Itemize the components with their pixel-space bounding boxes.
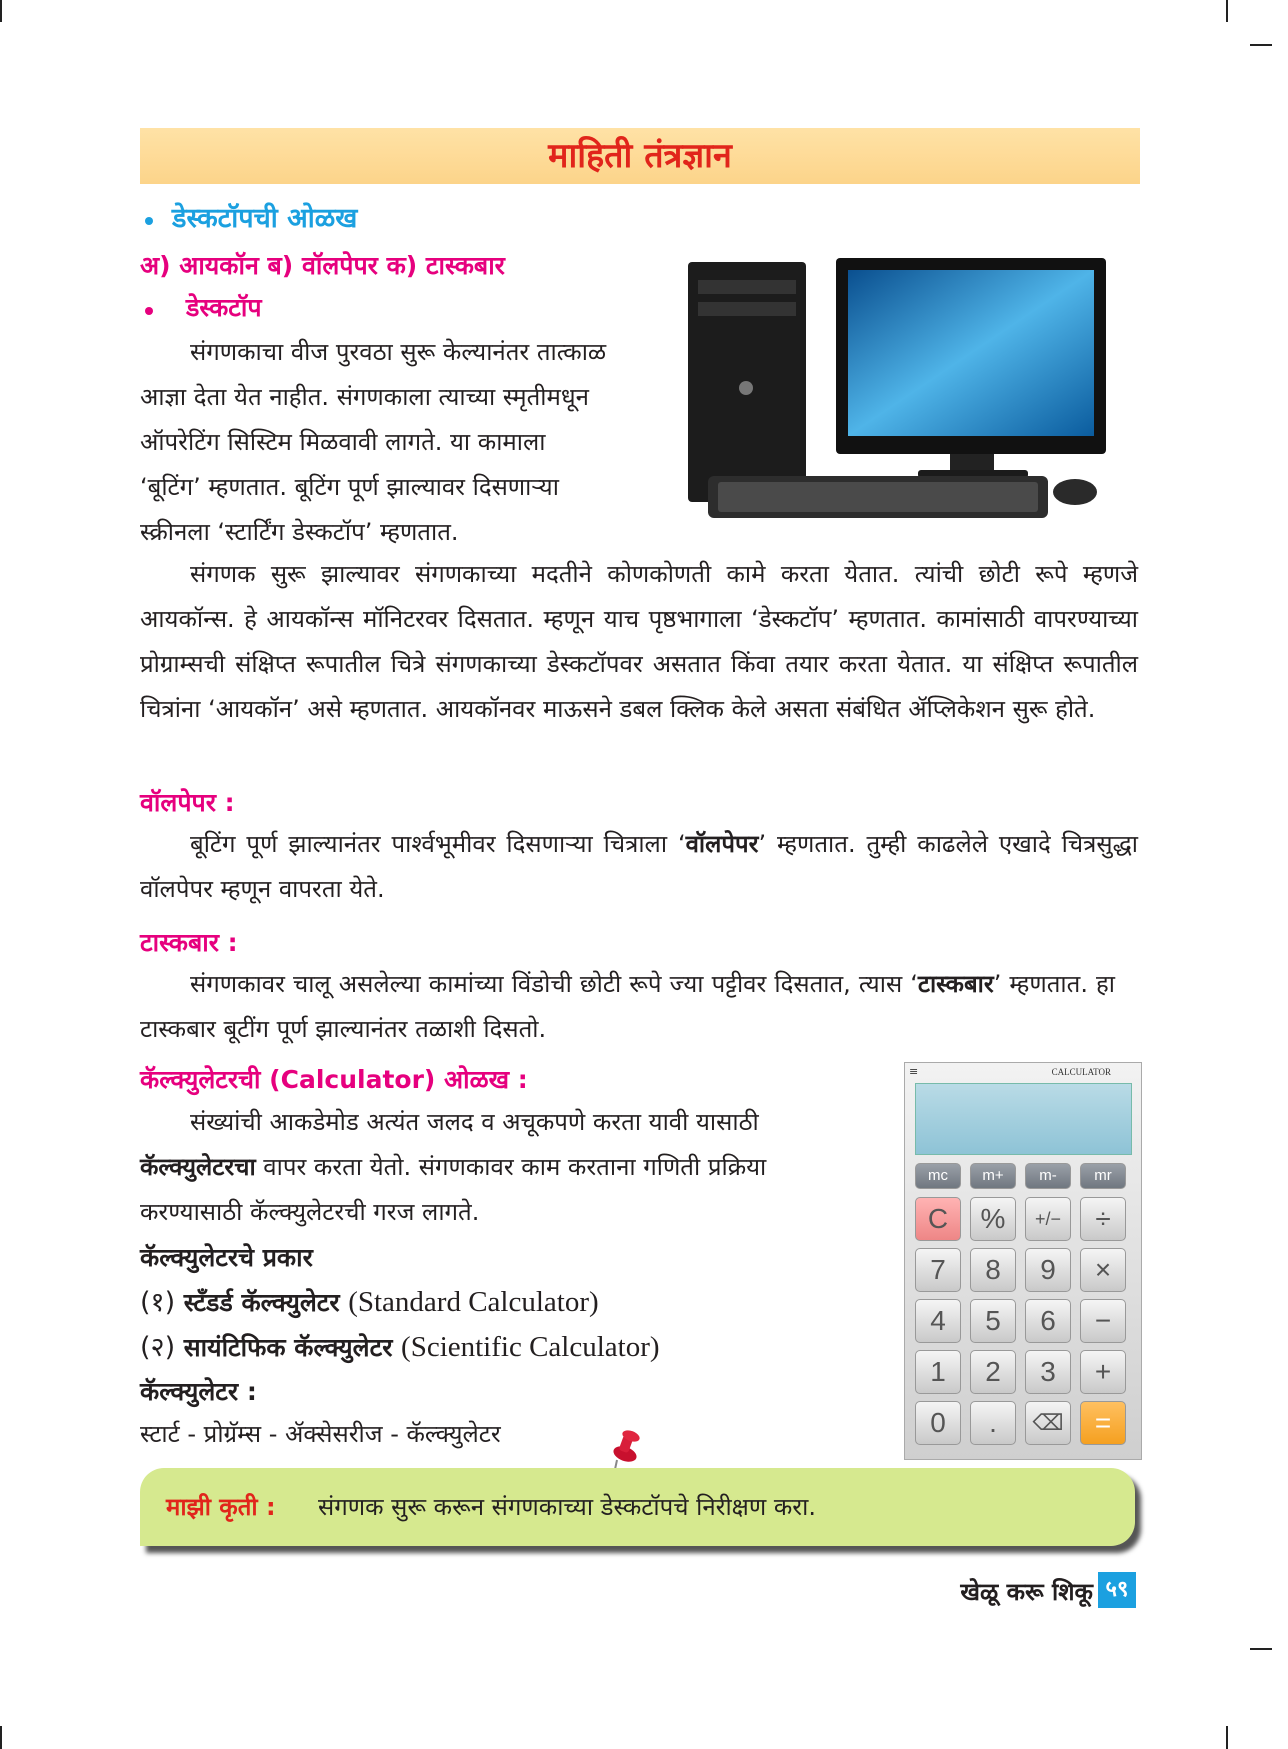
- calculator-path: स्टार्ट - प्रोग्रॅम्स - ॲक्सेसरीज - कॅल्क्युलेटर: [140, 1420, 501, 1448]
- key-multiply: ×: [1080, 1248, 1126, 1292]
- text-line: ‘बूटिंग’ म्हणतात. बूटिंग पूर्ण झाल्यावर दिसणाऱ्या: [140, 473, 559, 501]
- calculator-path-heading: कॅल्क्युलेटर :: [140, 1377, 257, 1406]
- key-equals: =: [1080, 1401, 1126, 1445]
- desktop-parts-list: अ) आयकॉन ब) वॉलपेपर क) टास्कबार: [140, 251, 505, 280]
- text-line: आज्ञा देता येत नाहीत. संगणकाला त्याच्या स्मृतीमधून: [140, 383, 589, 411]
- taskbar-para: [140, 962, 1115, 1052]
- wallpaper-heading: वॉलपेपर :: [140, 788, 235, 817]
- chapter-title-bar: [140, 128, 1140, 184]
- type-name-mr: स्टँडर्ड कॅल्क्युलेटर: [183, 1288, 340, 1317]
- bullet-icon: [145, 217, 153, 225]
- key-6: 6: [1025, 1299, 1071, 1343]
- crop-mark: [0, 1726, 2, 1749]
- key-decimal: .: [970, 1401, 1016, 1445]
- bullet-icon: [145, 307, 153, 315]
- key-sign: +/−: [1025, 1197, 1071, 1241]
- type-name-en: (Scientific Calculator): [401, 1331, 660, 1363]
- desktop-computer-image: [688, 240, 1108, 530]
- key-5: 5: [970, 1299, 1016, 1343]
- wallpaper-para: [140, 822, 1138, 912]
- calculator-display: [915, 1083, 1132, 1155]
- key-plus: +: [1080, 1350, 1126, 1394]
- bold-term: वॉलपेपर: [685, 830, 759, 858]
- crop-mark: [1226, 1726, 1228, 1749]
- page-number: ५९: [1098, 1572, 1136, 1608]
- key-8: 8: [970, 1248, 1016, 1292]
- key-1: 1: [915, 1350, 961, 1394]
- calculator-type-1: [140, 1282, 599, 1319]
- key-mr: mr: [1080, 1163, 1126, 1189]
- key-m-plus: m+: [970, 1163, 1016, 1189]
- key-percent: %: [970, 1197, 1016, 1241]
- crop-mark: [1250, 44, 1272, 46]
- activity-label: माझी कृती :: [166, 1493, 276, 1521]
- key-3: 3: [1025, 1350, 1071, 1394]
- crop-mark: [1250, 1648, 1272, 1650]
- calculator-heading: कॅल्क्युलेटरची (Calculator) ओळख :: [140, 1065, 528, 1094]
- key-7: 7: [915, 1248, 961, 1292]
- chapter-title: माहिती तंत्रज्ञान: [548, 136, 732, 176]
- key-m-minus: m-: [1025, 1163, 1071, 1189]
- desktop-para2: [140, 552, 1138, 732]
- calculator-types-heading: कॅल्क्युलेटरचे प्रकार: [140, 1243, 313, 1272]
- section-heading-desktop-intro: डेस्कटॉपची ओळख: [172, 203, 358, 234]
- paragraph-text: ’ म्हणतात. हा टास्कबार बूटींग पूर्ण झाल्यानंतर तळाशी दिसतो.: [140, 970, 1115, 1043]
- text-line: [140, 1145, 766, 1190]
- key-divide: ÷: [1080, 1197, 1126, 1241]
- key-minus: −: [1080, 1299, 1126, 1343]
- paragraph-text: ’ म्हणतात. तुम्ही काढलेले एखादे चित्रसुद्धा वॉलपेपर म्हणून वापरता येते.: [140, 830, 1138, 903]
- key-clear: C: [915, 1197, 961, 1241]
- key-0: 0: [915, 1401, 961, 1445]
- crop-mark: [1226, 0, 1228, 22]
- key-9: 9: [1025, 1248, 1071, 1292]
- text-line: ऑपरेटिंग सिस्टिम मिळवावी लागते. या कामाला: [140, 428, 546, 456]
- calculator-image: [904, 1062, 1142, 1460]
- menu-icon: ≡: [909, 1065, 919, 1078]
- text-line: करण्यासाठी कॅल्क्युलेटरची गरज लागते.: [140, 1198, 480, 1226]
- key-4: 4: [915, 1299, 961, 1343]
- text-span: वापर करता येतो. संगणकावर काम करताना गणिती प्रक्रिया: [255, 1153, 767, 1181]
- calculator-title: CALCULATOR: [1051, 1067, 1111, 1077]
- subheading-desktop: डेस्कटॉप: [186, 293, 262, 322]
- key-mc: mc: [915, 1163, 961, 1189]
- key-2: 2: [970, 1350, 1016, 1394]
- paragraph-text: बूटिंग पूर्ण झाल्यानंतर पार्श्वभूमीवर दिसणाऱ्या चित्राला ‘: [190, 830, 686, 858]
- type-number: (२): [140, 1332, 176, 1363]
- type-name-en: (Standard Calculator): [348, 1286, 599, 1318]
- text-line: संगणकाचा वीज पुरवठा सुरू केल्यानंतर तात्काळ: [190, 338, 607, 366]
- text-line: संख्यांची आकडेमोड अत्यंत जलद व अचूकपणे करता यावी यासाठी: [190, 1108, 759, 1136]
- activity-box: [140, 1468, 1135, 1546]
- type-number: (१): [140, 1287, 176, 1318]
- crop-mark: [0, 0, 2, 22]
- activity-text: संगणक सुरू करून संगणकाच्या डेस्कटॉपचे निरीक्षण करा.: [318, 1493, 816, 1521]
- key-backspace-icon: ⌫: [1025, 1401, 1071, 1445]
- text-line: स्क्रीनला ‘स्टार्टिंग डेस्कटॉप’ म्हणतात.: [140, 518, 459, 546]
- bold-term: कॅल्क्युलेटरचा: [140, 1153, 256, 1181]
- bold-term: टास्कबार: [917, 970, 994, 998]
- footer-book-title: खेळू करू शिकू: [960, 1578, 1093, 1606]
- taskbar-heading: टास्कबार :: [140, 928, 238, 957]
- paragraph-text: संगणकावर चालू असलेल्या कामांच्या विंडोची छोटी रूपे ज्या पट्टीवर दिसतात, त्यास ‘: [190, 970, 918, 998]
- type-name-mr: सायंटिफिक कॅल्क्युलेटर: [183, 1333, 393, 1362]
- paragraph-text: संगणक सुरू झाल्यावर संगणकाच्या मदतीने कोणकोणती कामे करता येतात. त्यांची छोटी रूपे म्हणजे आयकॉन्स. हे आयकॉन्स मॉनिटरवर दिसतात. म्हणून याच पृष्ठभागाला ‘डेस्कटॉप’ म्हणतात. कामांसाठी वापरण्याच्या प्रोग्राम्सची संक्षिप्त रूपातील चित्रे संगणकाच्या डेस्कटॉपवर असतात किंवा तयार करता येतात. या संक्षिप्त रूपातील चित्रांना ‘आयकॉन’ असे म्हणतात. आयकॉनवर माऊसने डबल क्लिक केले असता संबंधित ॲप्लिकेशन सुरू होते.: [140, 560, 1138, 723]
- calculator-type-2: [140, 1327, 660, 1364]
